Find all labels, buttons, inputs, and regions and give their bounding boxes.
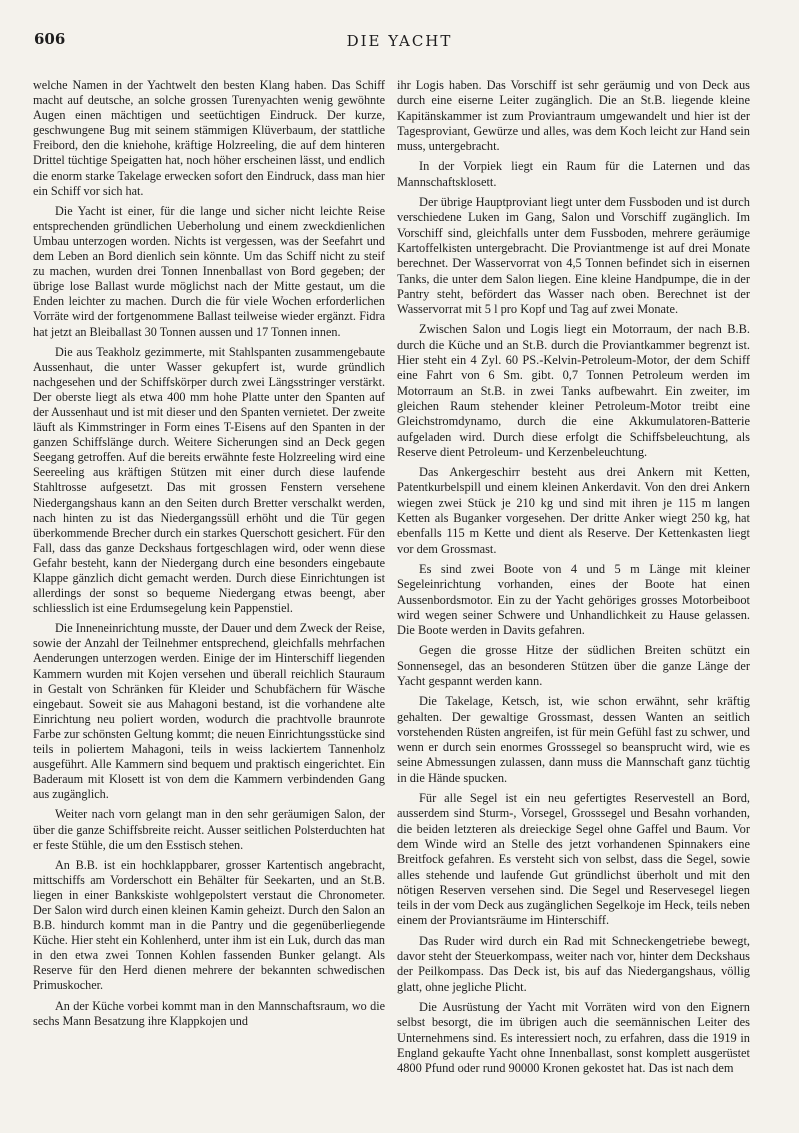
paragraph: ihr Logis haben. Das Vorschiff ist sehr geräumig und von Deck aus durch eine eiserne Leiter zugänglich. Die an St.B. liegende kleine Kapitänskammer ist zum Proviantraum umgewandelt und hier ist der Tagesproviant, Gewürze und alles, was dem Koch leicht zur Hand sein muss, untergebracht.	[397, 78, 750, 154]
paragraph: Der übrige Hauptproviant liegt unter dem Fussboden und ist durch verschiedene Luken im Gang, Salon und Vorschiff zugänglich. Im Vorschiff sind, gleichfalls unter dem Fussboden, mehrere geräumige Kartoffelkisten untergebracht. Die Proviantmenge ist auf drei Monate berechnet. Der Wasservorrat von 4,5 Tonnen befindet sich in eisernen Tanks, die unter dem Salon liegen. Eine kleine Handpumpe, die in der Pantry steht, befördert das Wasser nach oben. Berechnet ist der Wasservorrat mit 5 l pro Kopf und Tag auf zwei Monate.	[397, 195, 750, 317]
paragraph: Zwischen Salon und Logis liegt ein Motorraum, der nach B.B. durch die Küche und an St.B. durch die Proviantkammer begrenzt ist. Hier steht ein 4 Zyl. 60 PS.-Kelvin-Petroleum-Motor, der dem Schiff eine Fahrt von 6 Sm. gibt. 0,7 Tonnen Petroleum werden im Motorraum an St.B. in zwei Tanks aufbewahrt. Ein zweiter, im gleichen Raum stehender kleiner Petroleum-Motor treibt eine Gleichstromdynamo, durch die eine Akkumulatoren-Batterie aufgeladen wird. Durch diese erfolgt die Schiffsbeleuchtung, als Reserve dient Petroleum- und Kerzenbeleuchtung.	[397, 322, 750, 459]
paragraph: Gegen die grosse Hitze der südlichen Breiten schützt ein Sonnensegel, das an besonderen Stützen über die ganze Länge der Yacht gespannt werden kann.	[397, 643, 750, 688]
right-column	[397, 78, 750, 1081]
paragraph: In der Vorpiek liegt ein Raum für die Laternen und das Mannschaftsklosett.	[397, 159, 750, 189]
running-title: DIE YACHT	[346, 32, 453, 50]
paragraph: Weiter nach vorn gelangt man in den sehr geräumigen Salon, der über die ganze Schiffsbreite reicht. Ausser seitlichen Polsterduchten hat er feste Stühle, die um den Esstisch stehen.	[33, 807, 385, 852]
left-column	[33, 78, 385, 1034]
paragraph: Die aus Teakholz gezimmerte, mit Stahlspanten zusammengebaute Aussenhaut, die unter Wasser gekupfert ist, wurde gründlich nachgesehen und der Schiffskörper durch zwei Längsstringer verstärkt. Der oberste liegt als etwa 400 mm hohe Platte unter den Spanten auf der Aussenhaut und ist mit dieser und den Spanten vernietet. Der zweite läuft als Kimmstringer in Form eines T-Eisens auf den Spanten in der ganzen Schiffslänge durch. Weitere Sicherungen sind an Deck gegen Seegang getroffen. Auf die bereits erwähnte feste Holzreeling wird eine Seereeling aus kräftigen Stützen mit einer durch diese laufende Stahltrosse aufgesetzt. Das mit grossen Fenstern versehene Niedergangshaus kann an den Seiten durch Bretter verschalkt werden, nach hinten zu ist das Niedergangssüll erhöht und die Tür gegen überkommende Brecher durch ein starkes Querschott gesichert. Für den Fall, dass das ganze Deckshaus fortgeschlagen wird, oder wenn diese Gefahr besteht, kann der Niedergang durch eine besonders eingebaute Klappe gänzlich dicht gemacht werden. Durch diese Einrichtungen ist allerdings der sonst so bequeme Niedergang etwas beengt, aber schliesslich ist eine Erdumsegelung kein Pappenstiel.	[33, 344, 385, 616]
paragraph: Das Ruder wird durch ein Rad mit Schneckengetriebe bewegt, davor steht der Steuerkompass, weiter nach vor, hinter dem Deckshaus der Peilkompass. Das Deck ist, bis auf das Niedergangshaus, völlig glatt, ohne jegliche Plicht.	[397, 933, 750, 994]
paragraph: An B.B. ist ein hochklappbarer, grosser Kartentisch angebracht, mittschiffs am Vorderschott ein Behälter für Seekarten, und an St.B. liegen in einer Bankskiste wohlgepolstert verstaut die Chronometer. Der Salon wird durch einen kleinen Kamin geheizt. Durch den Salon an B.B. hindurch kommt man in die Pantry und die gegenüberliegende Küche. Hier steht ein Kohlenherd, unter ihm ist ein Luk, durch das man in den etwa zwei Tonnen Kohlen fassenden Bunker gelangt. Als Reserve für den Herd dienen mehrere der bekannten schwedischen Primuskocher.	[33, 857, 385, 993]
paragraph: Die Yacht ist einer, für die lange und sicher nicht leichte Reise entsprechenden gründlichen Ueberholung und einem zweckdienlichen Umbau unterzogen worden. Nichts ist vergessen, was der Seefahrt und dem Leben an Bord dienlich sein könnte. Um das Schiff nicht zu steif zu machen, wurden drei Tonnen Innenballast von Bord gegeben; der übrige lose Ballast wurde möglichst nach der Mitte gestaut, um die Enden leichter zu machen. Durch die für viele Wochen erforderlichen Vorräte wird der fortgenommene Ballast teilweise wieder ergänzt. Fidra hat jetzt an Bleiballast 30 Tonnen aussen und 17 Tonnen innen.	[33, 203, 385, 339]
paragraph: Die Ausrüstung der Yacht mit Vorräten wird von den Eignern selbst besorgt, die im übrigen auch die seemännischen Leiter des Unternehmens sind. Es interessiert noch, zu erfahren, dass die 1919 in England gekaufte Yacht ohne Innenballast, sonst komplett ausgerüstet 4800 Pfund oder rund 90000 Kronen gekostet hat. Das ist nach dem	[397, 999, 750, 1076]
paragraph: welche Namen in der Yachtwelt den besten Klang haben. Das Schiff macht auf deutsche, an solche grossen Turenyachten wenig gewöhnte Augen einen mächtigen und seetüchtigen Eindruck. Der kurze, geschwungene Bug mit seinem stämmigen Klüverbaum, der stattliche Freibord, den die kniehohe, kräftige Holzreeling, die auf dem hinteren Drittel tüchtige Speigatten hat, noch höher erscheinen lässt, und endlich die enorm starke Takelage erwecken sofort den Eindruck, dass man hier ein Schiff vor sich hat.	[33, 78, 385, 198]
paragraph: An der Küche vorbei kommt man in den Mannschaftsraum, wo die sechs Mann Besatzung ihre Klappkojen und	[33, 998, 385, 1028]
paragraph: Das Ankergeschirr besteht aus drei Ankern mit Ketten, Patentkurbelspill und einem kleinen Ankerdavit. Von den drei Ankern wiegen zwei Stück je 210 kg und sind mit ihren je 115 m langen Ketten als Buganker vorgesehen. Der dritte Anker wiegt 250 kg, hat ebenfalls 115 m Kette und dient als Reserve. Der Kettenkasten liegt vor dem Grossmast.	[397, 465, 750, 556]
paragraph: Es sind zwei Boote von 4 und 5 m Länge mit kleiner Segeleinrichtung vorhanden, eines der Boote hat einen Aussenbordsmotor. Ein zu der Yacht gehöriges grosses Motorbeiboot wird wegen seiner Schwere und Unhandlichkeit zu Hause gelassen. Die Boote werden in Davits gefahren.	[397, 561, 750, 638]
paragraph: Die Inneneinrichtung musste, der Dauer und dem Zweck der Reise, sowie der Anzahl der Teilnehmer entsprechend, gleichfalls mehrfachen Aenderungen unterzogen werden. Einige der im Hinterschiff liegenden Kammern wurden mit Kojen versehen und überall reichlich Stauraum in Gestalt von Schränken für Kleider und Schubfächern für Wäsche eingebaut. Soweit sie aus Mahagoni bestand, ist die vorhandene alte Einrichtung neu poliert worden, wodurch die prachtvolle braunrote Farbe zur schönsten Geltung kommt; die neuen Einrichtungsstücke sind teils in poliertem Mahagoni, teils in weiss lackiertem Tannenholz ausgeführt. Alle Kammern sind bequem und praktisch eingerichtet. Ein Baderaum mit Klosett ist von dem die Kammern verbindenden Gang aus zugänglich.	[33, 621, 385, 802]
paragraph: Für alle Segel ist ein neu gefertigtes Reservestell an Bord, ausserdem sind Sturm-, Vorsegel, Grosssegel und Besahn vorhanden, die beiden letzteren als dreieckige Segel ohne Gaffel und Baum. Vor dem Winde wird an Stelle des jetzt vorhandenen Spinnakers eine Breitfock gefahren. Es versteht sich von selbst, dass die Segel, sowie alles stehende und laufende Gut gründlichst überholt und mit den nötigen Reserven versehen sind. Die Segel und Reservesegel liegen teils in der vom Deck aus zugänglichen Segelkoje im Heck, teils neben einem der Proviantsräume im Hinterschiff.	[397, 791, 750, 928]
page-number: 606	[34, 30, 66, 48]
paragraph: Die Takelage, Ketsch, ist, wie schon erwähnt, sehr kräftig gehalten. Der gewaltige Grossmast, dessen Wanten an seitlich vorstehenden Rüsten angreifen, ist für mein Gefühl fast zu schwer, und wenn er durch sein enormes Grosssegel so beansprucht wird, wie es seine Abmessungen zulassen, dann muss die Mannschaft ganz tüchtig in die Hände spucken.	[397, 694, 750, 785]
